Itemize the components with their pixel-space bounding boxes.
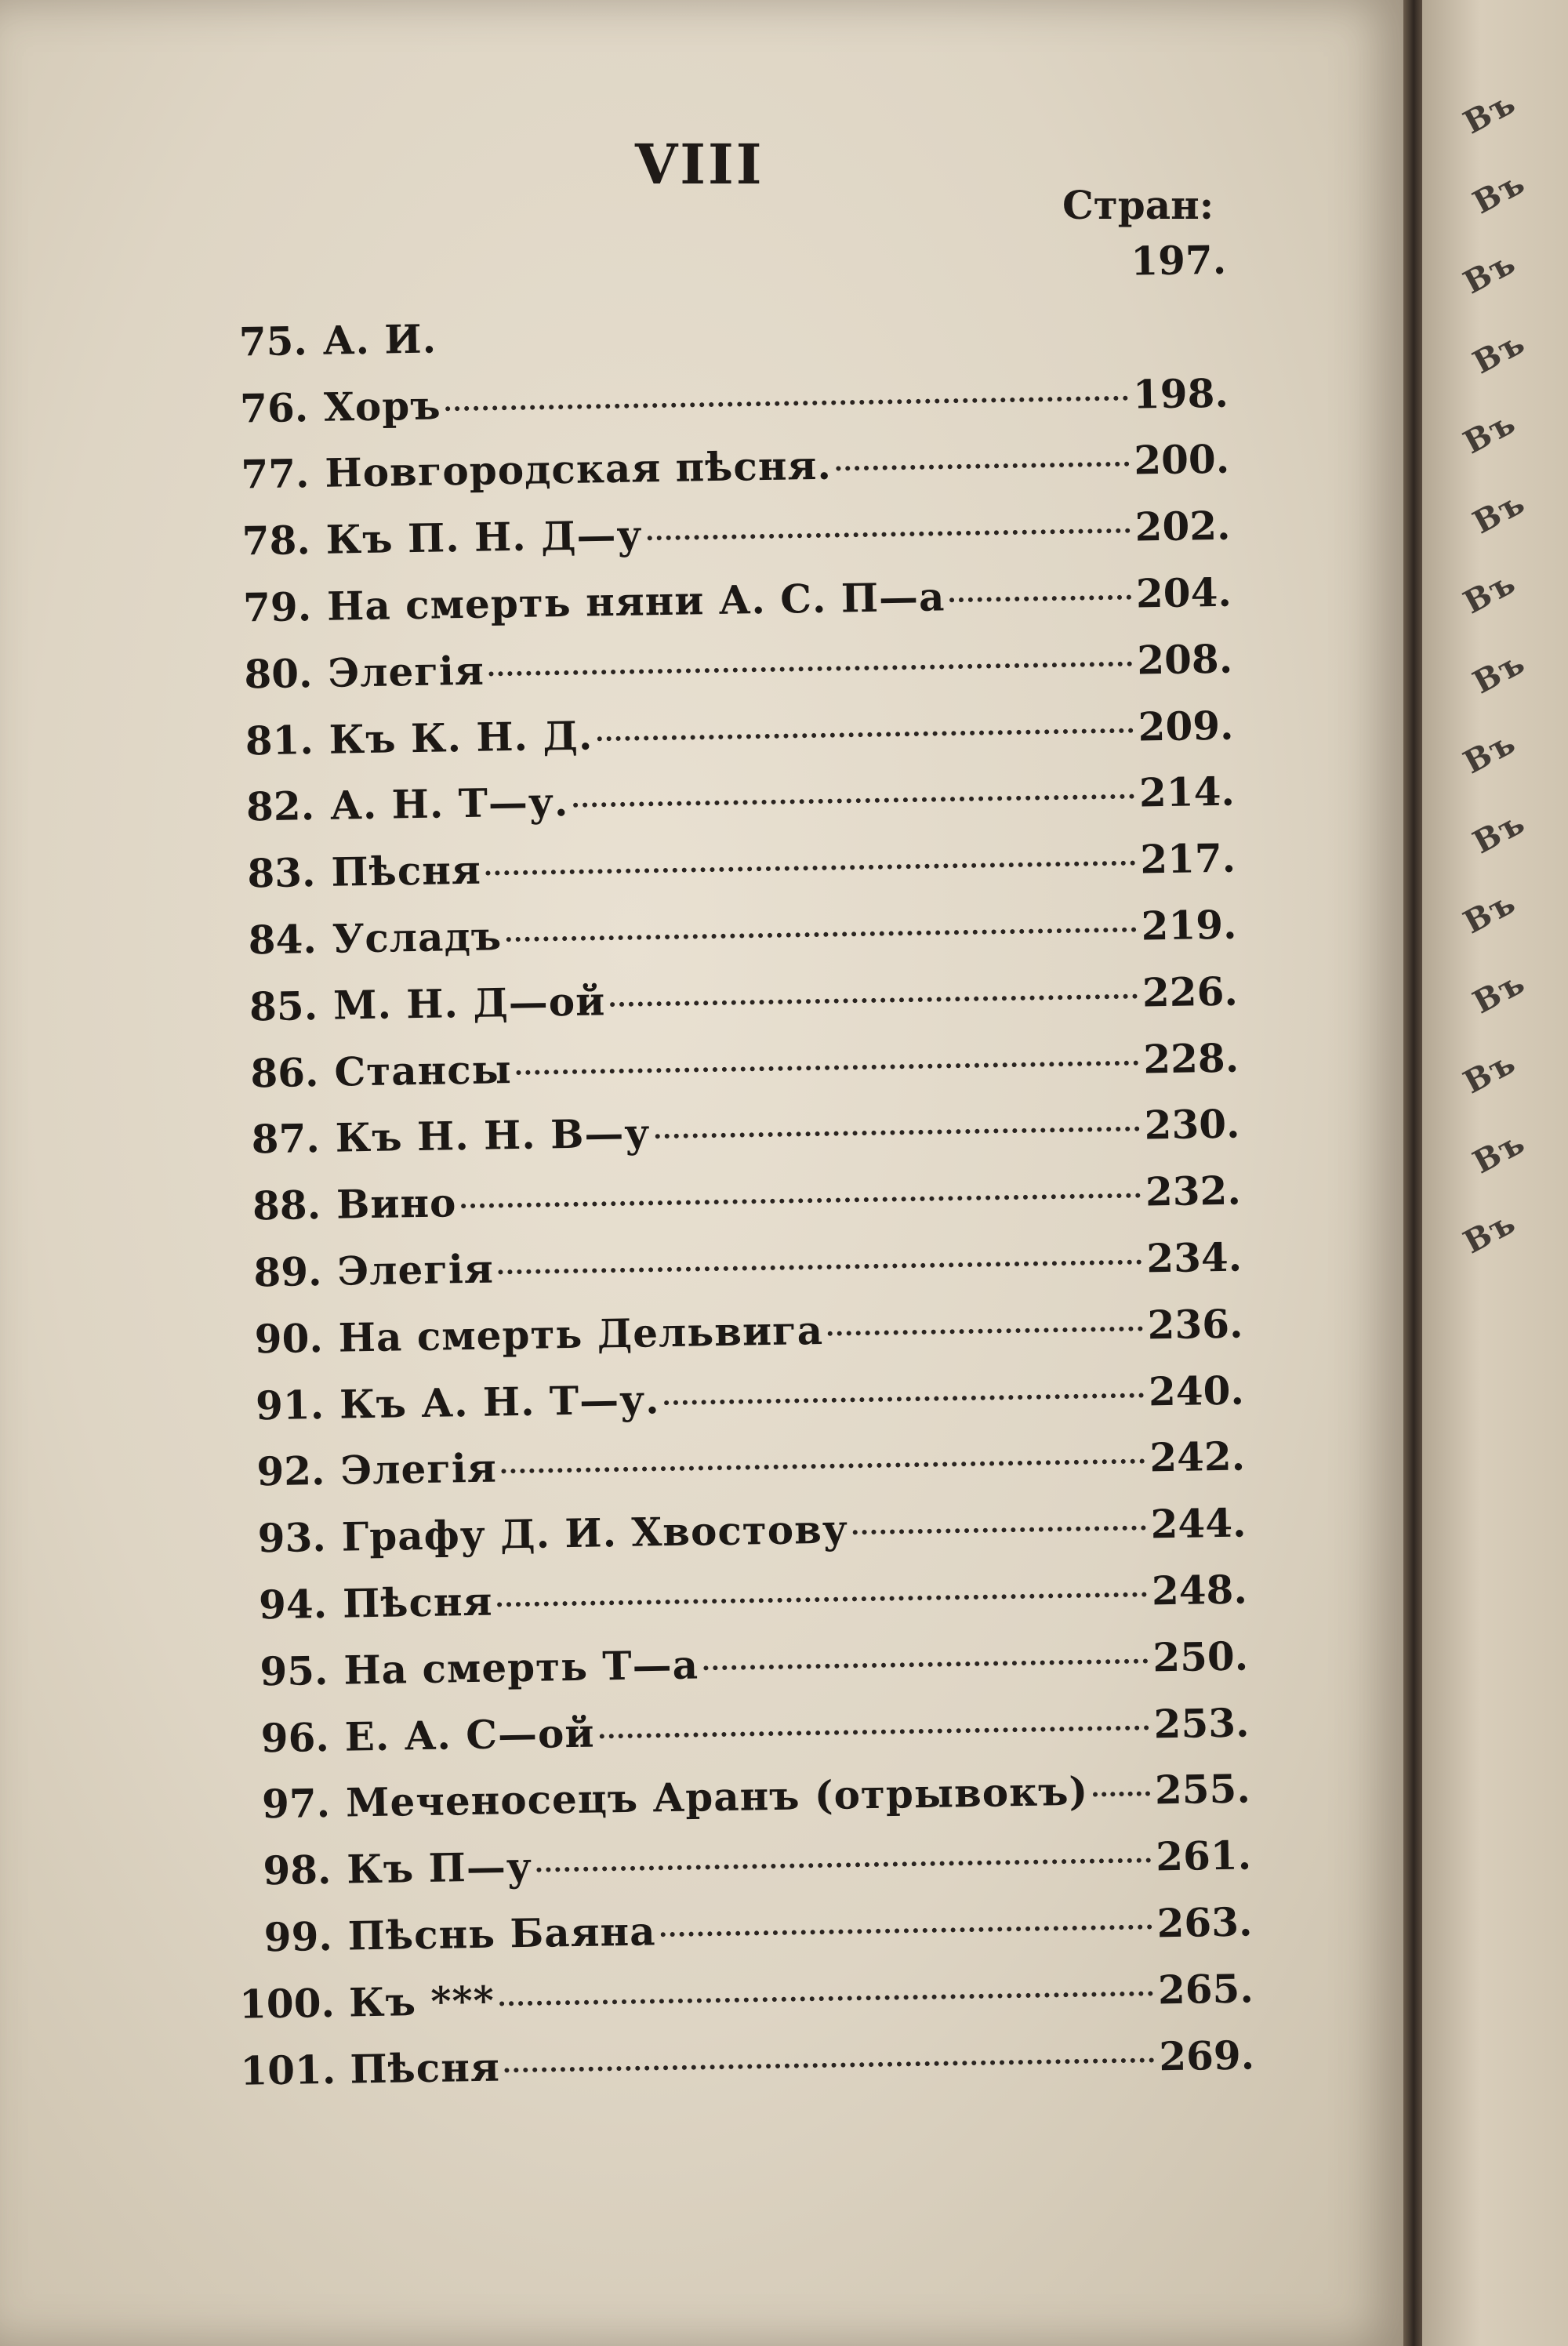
dot-leader	[499, 1259, 1142, 1274]
toc-entry-number: 88.	[252, 1182, 321, 1229]
toc-entry-title: Пѣсня	[330, 846, 482, 895]
toc-entry-number: 93.	[257, 1514, 327, 1562]
toc-entry-number: 76.	[239, 383, 309, 432]
toc-entry-title: Элегія	[327, 647, 485, 696]
dot-leader	[610, 993, 1138, 1007]
toc-entry-page: 242.	[1149, 1433, 1246, 1481]
facing-page-glyph: Въ	[1457, 1043, 1523, 1102]
toc-entry-page: 214.	[1138, 768, 1236, 816]
toc-entry-number: 82.	[245, 783, 315, 830]
toc-entry-number: 83.	[246, 849, 316, 897]
dot-leader	[506, 928, 1137, 942]
facing-page-glyph: Въ	[1466, 963, 1532, 1022]
toc-entry-page: 230.	[1144, 1100, 1240, 1149]
toc-entry-number: 75.	[238, 317, 308, 365]
toc-entry-number: 100.	[238, 1979, 336, 2028]
dot-leader	[517, 1060, 1139, 1074]
toc-entry-page: 263.	[1156, 1898, 1253, 1947]
facing-page-glyph: Въ	[1457, 403, 1523, 462]
toc-entry-title: Къ П—у	[346, 1843, 533, 1893]
book-gutter	[1403, 0, 1422, 2346]
toc-entry-page: 217.	[1139, 834, 1236, 883]
toc-entry-number: 90.	[254, 1314, 324, 1363]
toc-entry-title: Вино	[336, 1179, 457, 1228]
dot-leader	[665, 1393, 1145, 1405]
dot-leader	[648, 528, 1131, 541]
toc-entry-title: Новгородская пѣсня.	[324, 442, 833, 497]
facing-page-glyph: Въ	[1466, 323, 1532, 382]
toc-entry-number: 96.	[260, 1713, 330, 1761]
toc-entry-title: Пѣсня	[342, 1578, 493, 1627]
dot-leader	[599, 1725, 1149, 1738]
toc-entry-page: 234.	[1145, 1233, 1243, 1282]
dot-leader	[828, 1326, 1143, 1335]
facing-page-glyph: Въ	[1457, 1203, 1523, 1262]
table-of-contents	[212, 236, 1255, 2114]
toc-entry-title: Къ А. Н. Т—у.	[339, 1375, 660, 1428]
dot-leader	[837, 462, 1130, 471]
toc-entry-number: 81.	[245, 716, 314, 764]
dot-leader	[502, 1459, 1145, 1474]
facing-page-glyph: Въ	[1466, 483, 1532, 542]
toc-entry-number: 95.	[259, 1647, 328, 1694]
dot-leader	[949, 595, 1131, 603]
facing-page-glyph: Въ	[1457, 243, 1523, 302]
toc-entry-page: 198.	[1132, 369, 1229, 418]
toc-entry-page: 209.	[1138, 702, 1234, 750]
dot-leader	[703, 1658, 1148, 1670]
toc-entry-number: 85.	[249, 982, 318, 1030]
dot-leader	[499, 1991, 1153, 2006]
toc-entry-page: 197.	[1130, 236, 1227, 285]
facing-page-glyph: Въ	[1466, 1123, 1532, 1182]
dot-leader	[661, 1924, 1152, 1937]
toc-entry-title: На смерть Дельвига	[338, 1306, 824, 1361]
toc-entry-number: 92.	[256, 1447, 325, 1495]
facing-page-glyph: Въ	[1457, 563, 1523, 622]
dot-leader	[461, 1193, 1141, 1209]
toc-entry-page: 255.	[1154, 1765, 1251, 1814]
toc-entry-page: 208.	[1136, 635, 1233, 684]
toc-entry-number: 101.	[239, 2046, 336, 2094]
toc-entry-number: 99.	[263, 1912, 333, 1961]
toc-entry-page: 269.	[1158, 2031, 1255, 2079]
toc-entry-page: 265.	[1157, 1965, 1254, 2014]
page-number-roman: VIII	[635, 132, 764, 197]
toc-entry-number	[212, 288, 322, 289]
toc-entry-page: 232.	[1145, 1167, 1242, 1215]
toc-entry-title: Пѣсня	[349, 2043, 501, 2093]
dot-leader	[505, 2057, 1155, 2072]
toc-entry-title: Пѣснь Баяна	[347, 1908, 656, 1959]
toc-entry-title: На смерть няни А. С. П—а	[326, 573, 946, 630]
toc-entry-number: 89.	[252, 1247, 322, 1296]
facing-page-glyph: Въ	[1457, 883, 1523, 942]
toc-entry-title: Къ К. Н. Д.	[328, 712, 593, 763]
toc-entry-title: Стансы	[333, 1045, 513, 1095]
facing-page-glyph: Въ	[1466, 643, 1532, 702]
facing-page	[1422, 0, 1568, 2346]
toc-entry-page: 226.	[1142, 968, 1239, 1016]
toc-entry-page: 248.	[1151, 1566, 1248, 1614]
pages-column-label: Стран:	[1062, 182, 1214, 228]
toc-entry-page: 261.	[1155, 1832, 1252, 1880]
dot-leader	[497, 1592, 1147, 1607]
dot-leader	[597, 728, 1134, 741]
toc-entry-title: Къ Н. Н. В—у	[335, 1109, 651, 1162]
toc-entry-title: Хоръ	[323, 382, 442, 430]
toc-entry-page: 250.	[1152, 1632, 1249, 1681]
toc-entry-page	[1132, 340, 1218, 342]
toc-entry-title: На смерть Т—а	[343, 1641, 699, 1694]
facing-page-glyph: Въ	[1466, 803, 1532, 862]
toc-entry-title: М. Н. Д—ой	[332, 977, 606, 1029]
toc-entry-title: Къ П. Н. Д—у	[325, 511, 643, 563]
toc-entry-number: 98.	[262, 1846, 332, 1894]
toc-entry-page: 253.	[1153, 1698, 1250, 1747]
toc-entry-page: 236.	[1147, 1300, 1243, 1349]
toc-entry-number: 91.	[255, 1381, 325, 1429]
toc-entry-page: 244.	[1150, 1499, 1247, 1548]
toc-entry-title: Е. А. С—ой	[344, 1709, 595, 1760]
facing-page-glyph: Въ	[1457, 83, 1523, 142]
toc-entry-title: Элегія	[336, 1245, 495, 1295]
facing-page-glyph: Въ	[1457, 723, 1523, 782]
facing-page-glyph: Въ	[1466, 163, 1532, 222]
dot-leader	[655, 1127, 1139, 1139]
toc-entry-page: 228.	[1142, 1034, 1240, 1083]
toc-entry-number: 87.	[251, 1115, 321, 1163]
dot-leader	[446, 395, 1129, 411]
toc-entry-number: 79.	[242, 583, 312, 631]
toc-entry-page: 202.	[1134, 502, 1231, 550]
toc-entry-number: 94.	[258, 1580, 328, 1629]
toc-entry-number: 80.	[243, 649, 313, 698]
toc-entry-title: А. Н. Т—у.	[329, 779, 569, 830]
toc-entry-title: А. И.	[322, 315, 437, 364]
toc-entry-title: Меченосецъ Аранъ (отрывокъ)	[345, 1768, 1089, 1826]
toc-entry-title: Графу Д. И. Хвостову	[341, 1505, 849, 1560]
dot-leader	[1093, 1792, 1150, 1797]
toc-entry-page: 204.	[1135, 568, 1232, 617]
dot-leader	[537, 1858, 1152, 1872]
toc-entry-number: 78.	[241, 517, 311, 565]
toc-entry-page: 219.	[1141, 901, 1237, 950]
dot-leader	[486, 861, 1136, 876]
dot-leader	[573, 794, 1134, 808]
toc-entry-title: Къ ***	[348, 1977, 495, 2026]
toc-entry-number: 84.	[248, 915, 318, 964]
toc-entry-title: Усладъ	[332, 913, 503, 962]
toc-entry-page: 240.	[1148, 1367, 1245, 1414]
toc-entry-number: 77.	[240, 450, 310, 498]
toc-entry-page: 200.	[1133, 436, 1230, 484]
toc-entry-title: Элегія	[339, 1444, 498, 1494]
toc-entry-number: 97.	[261, 1780, 331, 1828]
dot-leader	[489, 661, 1133, 676]
toc-entry-number: 86.	[249, 1048, 319, 1096]
dot-leader	[853, 1526, 1146, 1535]
